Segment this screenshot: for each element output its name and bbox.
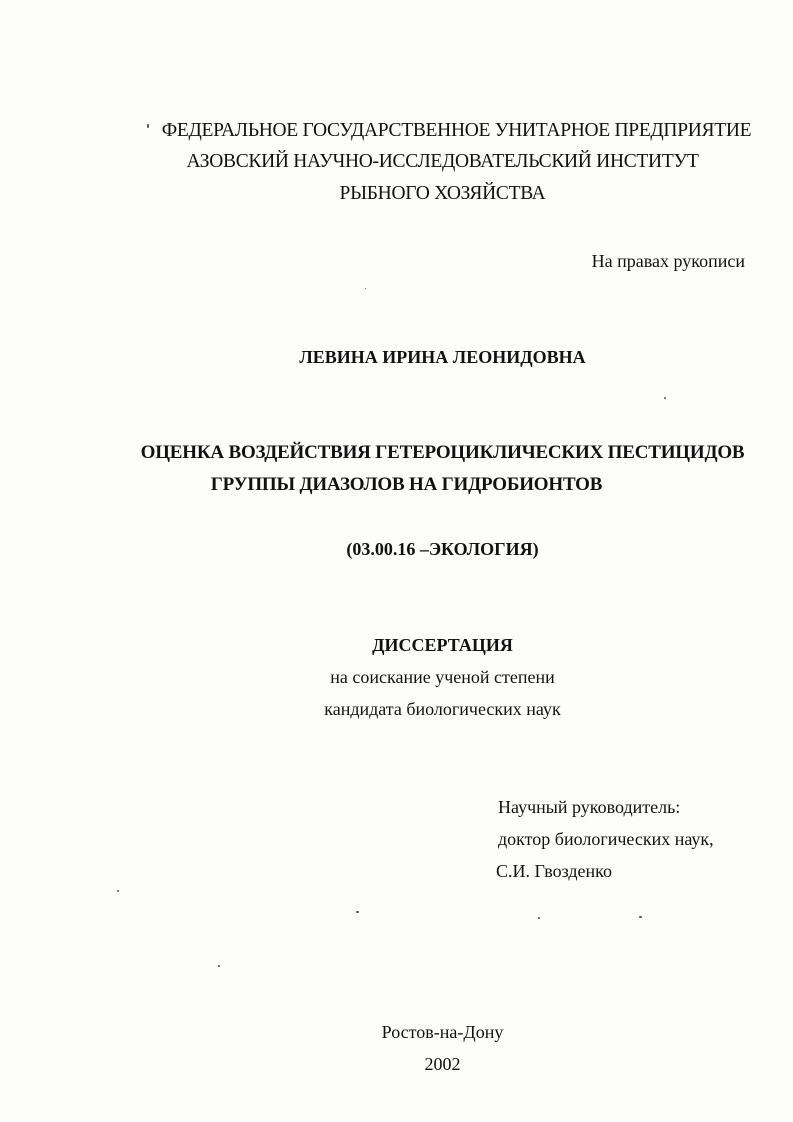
dissertation-label: ДИССЕРТАЦИЯ bbox=[372, 635, 513, 655]
organization-line-1: ФЕДЕРАЛЬНОЕ ГОСУДАРСТВЕННОЕ УНИТАРНОЕ ПРЕДПРИЯТИЕ bbox=[161, 120, 752, 141]
scan-speck bbox=[356, 911, 359, 913]
scan-speck bbox=[639, 916, 642, 918]
specialty-code: (03.00.16 –ЭКОЛОГИЯ) bbox=[346, 539, 539, 559]
supervisor-label: Научный руководитель: bbox=[498, 797, 681, 817]
organization-line-2: АЗОВСКИЙ НАУЧНО-ИССЛЕДОВАТЕЛЬСКИЙ ИНСТИТУТ bbox=[186, 151, 699, 172]
supervisor-degree: доктор биологических наук, bbox=[498, 829, 714, 849]
author-name: ЛЕВИНА ИРИНА ЛЕОНИДОВНА bbox=[299, 347, 586, 367]
degree-line-2: кандидата биологических наук bbox=[324, 699, 561, 719]
scan-speck bbox=[538, 917, 540, 919]
publication-city: Ростов-на-Дону bbox=[381, 1022, 504, 1042]
supervisor-name: С.И. Гвозденко bbox=[496, 861, 612, 881]
dissertation-title-line-1: ОЦЕНКА ВОЗДЕЙСТВИЯ ГЕТЕРОЦИКЛИЧЕСКИХ ПЕСТИЦИДОВ bbox=[140, 442, 745, 463]
scan-speck bbox=[147, 124, 149, 128]
publication-year: 2002 bbox=[424, 1054, 461, 1074]
scan-speck bbox=[218, 965, 220, 967]
manuscript-rights-note: На правах рукописи bbox=[591, 251, 745, 271]
degree-line-1: на соискание ученой степени bbox=[330, 667, 555, 687]
scan-speck bbox=[117, 890, 119, 892]
scan-speck bbox=[365, 288, 366, 289]
scan-speck bbox=[664, 397, 666, 399]
dissertation-title-line-2: ГРУППЫ ДИАЗОЛОВ НА ГИДРОБИОНТОВ bbox=[210, 474, 603, 495]
organization-line-3: РЫБНОГО ХОЗЯЙСТВА bbox=[339, 183, 546, 204]
